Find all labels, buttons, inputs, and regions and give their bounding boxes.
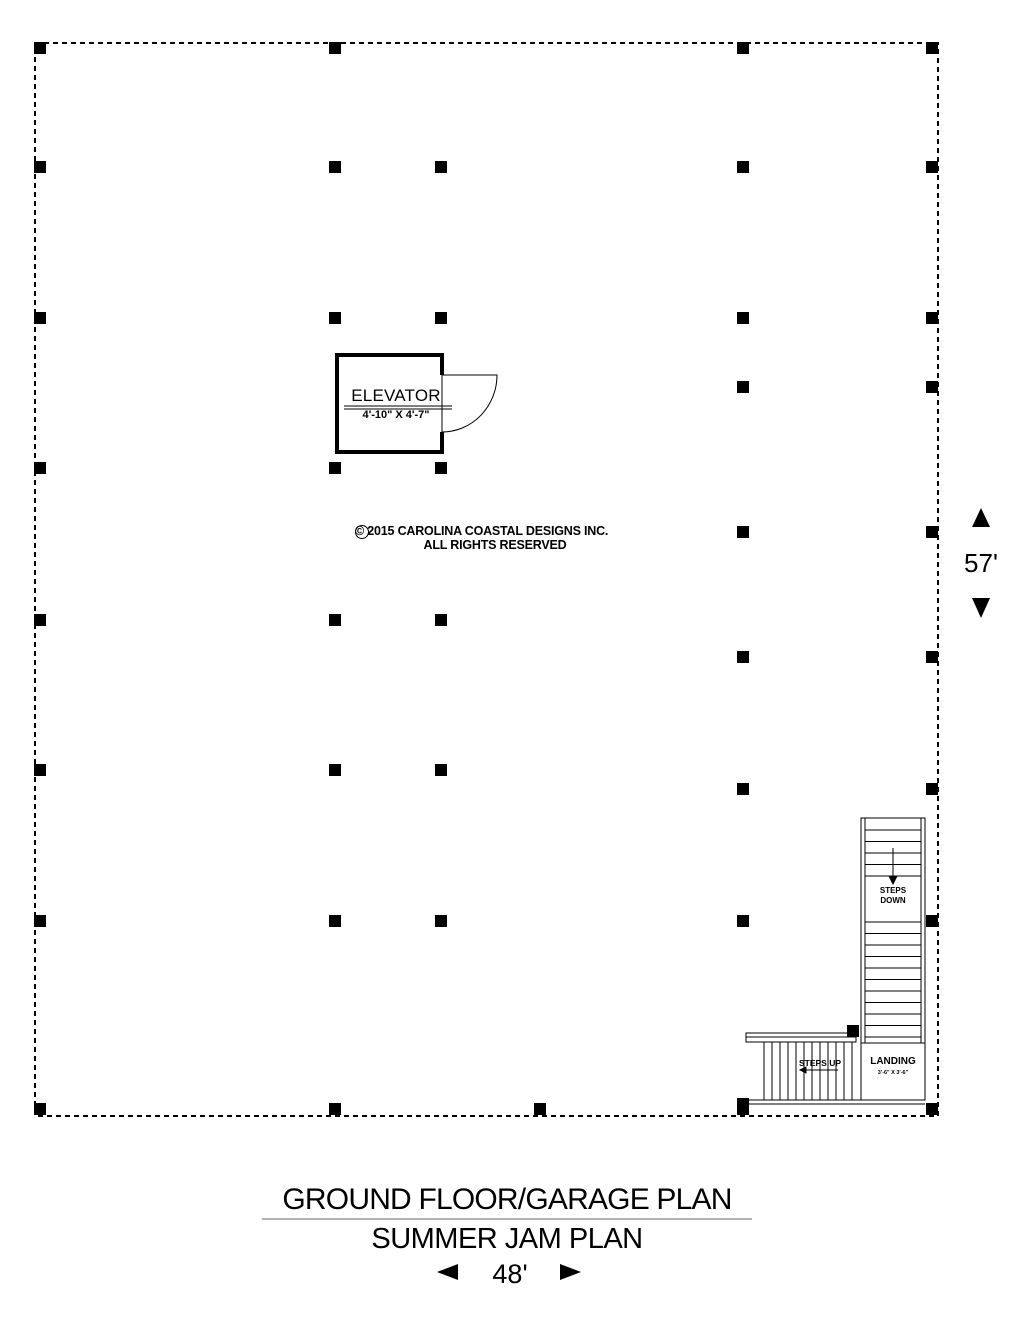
width-arrow-right-icon [560, 1264, 581, 1280]
plan-name: SUMMER JAM PLAN [371, 1223, 643, 1255]
pier-block [34, 915, 46, 927]
stair-down [861, 818, 925, 1043]
depth-dimension: 57' [964, 548, 998, 578]
perimeter-outline [35, 43, 938, 1116]
pier-block [34, 614, 46, 626]
steps-down-label: STEPS DOWN [879, 886, 907, 905]
pier-block [926, 312, 938, 324]
pier-block [435, 161, 447, 173]
pier-block [737, 915, 749, 927]
pier-block [926, 42, 938, 54]
pier-block [737, 651, 749, 663]
pier-block [329, 312, 341, 324]
stair-up [746, 1033, 925, 1104]
pier-block [34, 42, 46, 54]
pier-block [435, 614, 447, 626]
pier-grid [34, 42, 938, 1115]
pier-block [329, 42, 341, 54]
width-arrow-left-icon [437, 1264, 458, 1280]
pier-block [329, 161, 341, 173]
pier-block [329, 915, 341, 927]
pier-block [34, 312, 46, 324]
pier-block [329, 614, 341, 626]
pier-block [329, 764, 341, 776]
pier-block [737, 783, 749, 795]
pier-block [34, 462, 46, 474]
landing-size: 3'-6" X 3'-6" [877, 1070, 909, 1076]
elevator-size: 4'-10" X 4'-7" [362, 409, 430, 421]
pier-block [737, 381, 749, 393]
pier-block [737, 161, 749, 173]
pier-block [926, 1103, 938, 1115]
pier-block [926, 915, 938, 927]
pier-block [737, 526, 749, 538]
pier-block [926, 526, 938, 538]
pier-block [34, 161, 46, 173]
copyright-line-2: ALL RIGHTS RESERVED [423, 538, 567, 552]
pier-block [737, 42, 749, 54]
width-dimension: 48' [492, 1259, 528, 1289]
depth-arrow-down-icon [972, 598, 990, 618]
pier-block [737, 312, 749, 324]
steps-up-label: STEPS UP [798, 1058, 842, 1068]
copyright-line-1: © 2015 CAROLINA COASTAL DESIGNS INC. [355, 524, 609, 538]
pier-block [534, 1103, 546, 1115]
pier-block [926, 161, 938, 173]
pier-block [435, 915, 447, 927]
pier-block [926, 783, 938, 795]
elevator-label: ELEVATOR [351, 386, 441, 405]
depth-arrow-up-icon [972, 508, 990, 527]
pier-block [926, 651, 938, 663]
pier-block [435, 312, 447, 324]
plan-title: GROUND FLOOR/GARAGE PLAN [282, 1183, 732, 1216]
pier-block [435, 764, 447, 776]
pier-block [34, 764, 46, 776]
landing-label: LANDING [870, 1056, 916, 1067]
pier-block [435, 462, 447, 474]
pier-block [329, 462, 341, 474]
pier-block [329, 1103, 341, 1115]
pier-block [926, 381, 938, 393]
pier-block [34, 1103, 46, 1115]
pier-block [847, 1025, 859, 1037]
